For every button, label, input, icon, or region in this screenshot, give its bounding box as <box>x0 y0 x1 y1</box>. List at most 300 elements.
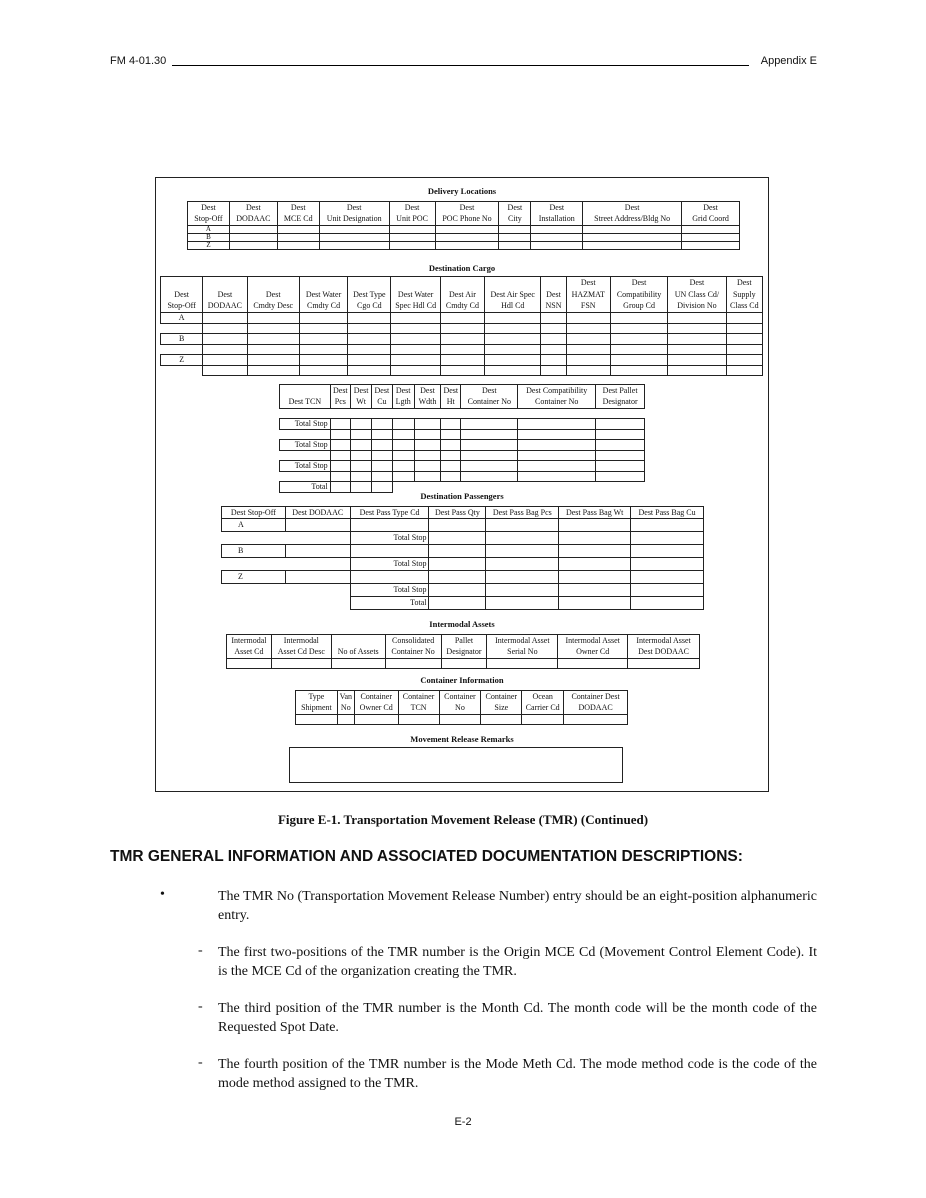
column-header: Container No <box>461 397 518 409</box>
table-cell <box>391 324 440 334</box>
column-header: Supply <box>726 289 762 301</box>
table-cell <box>391 313 440 324</box>
table-cell <box>668 355 726 366</box>
table-cell <box>461 451 518 461</box>
header-row <box>161 289 763 301</box>
header-row <box>161 301 763 313</box>
table-cell <box>372 461 392 472</box>
table-cell <box>296 715 338 725</box>
destination-cargo-title: Destination Cargo <box>428 263 496 273</box>
table-cell <box>559 545 631 558</box>
table-cell <box>299 334 347 345</box>
table-cell <box>461 419 518 430</box>
column-header: Dest <box>441 385 461 397</box>
table-cell <box>277 234 319 242</box>
table-cell <box>372 409 392 419</box>
table-cell <box>285 571 350 584</box>
table-cell <box>610 366 667 376</box>
column-header: NSN <box>541 301 566 313</box>
table-cell <box>247 345 299 355</box>
header-manual-id: FM 4-01.30 <box>110 55 170 67</box>
table-cell <box>441 440 461 451</box>
table-cell <box>391 345 440 355</box>
column-header: Class Cd <box>726 301 762 313</box>
table-cell <box>541 355 566 366</box>
column-header: No of Assets <box>331 647 385 659</box>
dash-paragraph: The third position of the TMR number is the Month Cd. The month code will be the month code of the Requested Spot Date. <box>218 1001 817 1035</box>
data-row <box>188 242 740 250</box>
column-header <box>280 385 331 397</box>
table-cell <box>441 409 461 419</box>
column-header: Dest Stop-Off <box>222 507 286 519</box>
table-cell <box>559 519 631 532</box>
column-header: Dest <box>188 202 230 214</box>
header-row <box>188 202 740 214</box>
column-header: Ht <box>441 397 461 409</box>
container-information-table <box>295 690 628 725</box>
table-cell <box>348 324 391 334</box>
table-cell <box>440 345 484 355</box>
table-cell <box>203 334 247 345</box>
table-cell <box>486 571 559 584</box>
column-header <box>440 277 484 289</box>
table-cell <box>726 355 762 366</box>
section-heading: TMR GENERAL INFORMATION AND ASSOCIATED DOCUMENTATION DESCRIPTIONS: <box>110 848 743 865</box>
table-cell <box>518 409 596 419</box>
bullet-marker: • <box>160 887 165 902</box>
table-cell <box>350 419 371 430</box>
table-cell <box>229 226 277 234</box>
column-header: Asset Cd <box>227 647 272 659</box>
table-cell <box>350 409 371 419</box>
total-row <box>222 597 704 610</box>
column-header: Dest <box>461 385 518 397</box>
column-header: Container <box>398 691 439 703</box>
column-header: Dest <box>330 385 350 397</box>
page-number: E-2 <box>454 1116 472 1128</box>
table-cell <box>271 659 331 669</box>
data-row <box>222 545 704 558</box>
table-cell <box>481 715 522 725</box>
total-stop-row <box>280 440 645 451</box>
column-header: Container <box>439 691 481 703</box>
column-header: Spec Hdl Cd <box>391 301 440 313</box>
table-cell <box>330 461 350 472</box>
column-header: UN Class Cd/ <box>668 289 726 301</box>
table-cell <box>461 461 518 472</box>
table-cell <box>566 313 610 324</box>
table-cell <box>559 584 631 597</box>
figure-caption: Figure E-1. Transportation Movement Release (TMR) (Continued) <box>277 812 649 827</box>
column-header: Dest Water <box>299 289 347 301</box>
spacer-row <box>161 345 763 355</box>
table-cell <box>486 519 559 532</box>
table-cell <box>610 324 667 334</box>
column-header <box>391 277 440 289</box>
column-header: Lgth <box>392 397 414 409</box>
dash-marker: - <box>198 1055 203 1070</box>
column-header <box>161 277 203 289</box>
table-cell <box>391 366 440 376</box>
data-row <box>161 355 763 366</box>
table-cell <box>518 472 596 482</box>
table-cell <box>559 532 631 545</box>
column-header: Asset Cd Desc <box>271 647 331 659</box>
table-cell <box>222 532 286 545</box>
header-row <box>188 214 740 226</box>
destination-passengers-table <box>221 506 704 610</box>
header-appendix: Appendix E <box>757 55 817 67</box>
table-cell <box>222 584 286 597</box>
destination-cargo-table <box>160 276 763 376</box>
column-header: Container <box>354 691 398 703</box>
table-cell <box>461 409 518 419</box>
table-cell <box>596 472 645 482</box>
table-cell <box>429 558 486 571</box>
column-header: Serial No <box>487 647 558 659</box>
table-cell <box>583 226 682 234</box>
table-cell <box>441 419 461 430</box>
table-cell <box>372 440 392 451</box>
column-header <box>331 635 385 647</box>
column-header: Grid Coord <box>682 214 740 226</box>
table-cell <box>372 419 392 430</box>
total-stop-row <box>222 558 704 571</box>
destination-tcn-table <box>279 384 645 493</box>
table-cell <box>441 430 461 440</box>
column-header: Dest <box>350 385 371 397</box>
table-cell <box>566 334 610 345</box>
table-cell <box>222 597 286 610</box>
table-cell <box>285 558 350 571</box>
column-header: Intermodal Asset <box>628 635 700 647</box>
table-cell <box>486 545 559 558</box>
table-cell <box>726 324 762 334</box>
header-row <box>280 385 645 397</box>
header-row <box>222 507 704 519</box>
column-header: Owner Cd <box>354 703 398 715</box>
column-header: Dest <box>229 202 277 214</box>
table-cell <box>726 345 762 355</box>
table-cell <box>596 451 645 461</box>
table-cell <box>348 355 391 366</box>
table-cell <box>414 409 440 419</box>
column-header: Van <box>337 691 354 703</box>
table-cell <box>330 472 350 482</box>
table-cell <box>429 571 486 584</box>
column-header: Intermodal <box>271 635 331 647</box>
bullet-paragraph: The TMR No (Transportation Movement Release Number) entry should be an eight-position alphanumeric entry. <box>218 889 817 923</box>
total-stop-row <box>280 461 645 472</box>
table-cell <box>518 440 596 451</box>
data-row <box>280 451 645 461</box>
column-header: Dest <box>668 277 726 289</box>
table-cell <box>277 242 319 250</box>
table-cell <box>319 242 389 250</box>
table-cell <box>486 532 559 545</box>
table-cell <box>485 324 541 334</box>
column-header: Pcs <box>330 397 350 409</box>
column-header: Dest <box>392 385 414 397</box>
table-cell <box>668 345 726 355</box>
column-header: Dest Pass Bag Cu <box>631 507 704 519</box>
table-cell <box>631 584 704 597</box>
column-header: Dest Air Spec <box>485 289 541 301</box>
table-cell <box>392 451 414 461</box>
column-header: Dest Pass Bag Wt <box>559 507 631 519</box>
table-cell <box>285 584 350 597</box>
table-cell <box>531 234 583 242</box>
column-header: Dest <box>161 289 203 301</box>
table-cell <box>499 234 531 242</box>
column-header: Cmdty Cd <box>299 301 347 313</box>
column-header: Shipment <box>296 703 338 715</box>
total-stop-row <box>222 532 704 545</box>
table-cell <box>161 366 203 376</box>
dash-marker: - <box>198 943 203 958</box>
table-cell <box>631 571 704 584</box>
table-cell <box>628 659 700 669</box>
total-label: Total <box>280 482 331 493</box>
total-stop-row <box>280 419 645 430</box>
column-header: Dest Water <box>391 289 440 301</box>
table-cell <box>350 451 371 461</box>
column-header: Ocean <box>522 691 564 703</box>
spacer-row <box>161 366 763 376</box>
table-cell <box>486 597 559 610</box>
table-cell <box>299 355 347 366</box>
table-cell <box>227 659 272 669</box>
column-header: Dest <box>414 385 440 397</box>
total-stop-label: Total Stop <box>350 532 429 545</box>
table-cell <box>247 355 299 366</box>
column-header: Group Cd <box>610 301 667 313</box>
data-row <box>296 715 628 725</box>
spacer-row <box>161 324 763 334</box>
table-cell <box>486 558 559 571</box>
table-cell <box>392 461 414 472</box>
table-cell <box>631 597 704 610</box>
table-cell <box>558 659 628 669</box>
column-header: HAZMAT <box>566 289 610 301</box>
table-cell <box>441 451 461 461</box>
table-cell <box>229 234 277 242</box>
table-cell <box>350 545 429 558</box>
column-header: Dest Pass Type Cd <box>350 507 429 519</box>
column-header: Intermodal Asset <box>558 635 628 647</box>
table-cell <box>392 430 414 440</box>
total-stop-label: Total Stop <box>280 419 331 430</box>
table-cell <box>414 461 440 472</box>
table-cell <box>331 659 385 669</box>
column-header: Dest <box>531 202 583 214</box>
column-header: Compatibility <box>610 289 667 301</box>
table-cell <box>389 242 435 250</box>
table-cell <box>348 366 391 376</box>
table-cell <box>247 334 299 345</box>
table-cell <box>485 366 541 376</box>
table-cell <box>277 226 319 234</box>
row-label: A <box>188 226 230 234</box>
table-cell <box>518 451 596 461</box>
table-cell <box>414 430 440 440</box>
column-header: Dest Compatibility <box>518 385 596 397</box>
table-cell <box>354 715 398 725</box>
column-header: Dest Pallet <box>596 385 645 397</box>
total-stop-label: Total Stop <box>350 584 429 597</box>
table-cell <box>247 366 299 376</box>
table-cell <box>299 324 347 334</box>
column-header: Dest <box>610 277 667 289</box>
dash-paragraph: The fourth position of the TMR number is the Mode Meth Cd. The mode method code is the code of the mode method assigned to the TMR. <box>218 1057 817 1091</box>
table-cell <box>414 451 440 461</box>
column-header: Dest <box>435 202 499 214</box>
data-row <box>222 519 704 532</box>
column-header: Wt <box>350 397 371 409</box>
running-header <box>110 55 817 69</box>
column-header: Cgo Cd <box>348 301 391 313</box>
column-header: Dest TCN <box>280 397 331 409</box>
column-header: Dest <box>566 277 610 289</box>
column-header: Wdth <box>414 397 440 409</box>
table-cell <box>682 242 740 250</box>
column-header <box>485 277 541 289</box>
table-cell <box>280 451 331 461</box>
table-cell <box>522 715 564 725</box>
column-header: Intermodal Asset <box>487 635 558 647</box>
table-cell <box>541 324 566 334</box>
column-header: Dest DODAAC <box>285 507 350 519</box>
table-cell <box>285 532 350 545</box>
table-cell <box>203 345 247 355</box>
table-cell <box>299 345 347 355</box>
column-header <box>203 277 247 289</box>
table-cell <box>429 519 486 532</box>
total-stop-label: Total Stop <box>280 440 331 451</box>
column-header: Unit Designation <box>319 214 389 226</box>
header-row <box>227 635 700 647</box>
table-cell <box>337 715 354 725</box>
column-header: Designator <box>441 647 487 659</box>
table-cell <box>392 409 414 419</box>
table-cell <box>229 242 277 250</box>
table-cell <box>461 440 518 451</box>
table-cell <box>429 545 486 558</box>
row-label: A <box>222 519 286 532</box>
intermodal-assets-table <box>226 634 700 669</box>
data-row <box>280 430 645 440</box>
header-row <box>161 277 763 289</box>
table-cell <box>541 334 566 345</box>
table-cell <box>596 440 645 451</box>
table-cell <box>285 597 350 610</box>
table-cell <box>389 234 435 242</box>
table-cell <box>247 313 299 324</box>
row-label: B <box>161 334 203 345</box>
column-header: FSN <box>566 301 610 313</box>
table-cell <box>440 313 484 324</box>
table-cell <box>161 324 203 334</box>
table-cell <box>280 430 331 440</box>
data-row <box>222 571 704 584</box>
table-cell <box>319 226 389 234</box>
table-cell <box>203 324 247 334</box>
table-cell <box>596 461 645 472</box>
table-cell <box>429 584 486 597</box>
table-cell <box>247 324 299 334</box>
table-cell <box>518 419 596 430</box>
column-header: DODAAC <box>203 301 247 313</box>
column-header: Dest <box>583 202 682 214</box>
table-cell <box>499 242 531 250</box>
data-row <box>227 659 700 669</box>
table-cell <box>389 226 435 234</box>
table-cell <box>385 659 441 669</box>
data-row <box>188 226 740 234</box>
delivery-locations-table <box>187 201 740 250</box>
table-cell <box>222 558 286 571</box>
table-cell <box>435 242 499 250</box>
table-cell <box>440 324 484 334</box>
table-cell <box>485 334 541 345</box>
table-cell <box>392 472 414 482</box>
table-cell <box>440 334 484 345</box>
column-header: Dest <box>541 289 566 301</box>
table-cell <box>319 234 389 242</box>
column-header: Hdl Cd <box>485 301 541 313</box>
table-cell <box>596 409 645 419</box>
container-information-title: Container Information <box>420 675 504 685</box>
destination-passengers-title: Destination Passengers <box>420 491 504 501</box>
table-cell <box>668 334 726 345</box>
table-cell <box>441 461 461 472</box>
table-cell <box>486 584 559 597</box>
row-label: Z <box>188 242 230 250</box>
table-cell <box>299 313 347 324</box>
delivery-locations-title: Delivery Locations <box>427 186 497 196</box>
table-cell <box>280 472 331 482</box>
table-cell <box>566 355 610 366</box>
column-header: Dest <box>499 202 531 214</box>
column-header: Size <box>481 703 522 715</box>
table-cell <box>414 440 440 451</box>
column-header: Dest Pass Qty <box>429 507 486 519</box>
table-cell <box>610 345 667 355</box>
table-cell <box>564 715 628 725</box>
table-cell <box>350 472 371 482</box>
column-header: DODAAC <box>564 703 628 715</box>
table-cell <box>559 571 631 584</box>
column-header: Dest <box>726 277 762 289</box>
column-header: Installation <box>531 214 583 226</box>
table-cell <box>330 440 350 451</box>
table-cell <box>330 430 350 440</box>
table-cell <box>203 313 247 324</box>
table-cell <box>429 532 486 545</box>
data-row <box>161 313 763 324</box>
column-header: POC Phone No <box>435 214 499 226</box>
column-header <box>299 277 347 289</box>
table-cell <box>391 334 440 345</box>
table-cell <box>668 324 726 334</box>
spacer-row <box>280 409 645 419</box>
table-cell <box>435 234 499 242</box>
table-cell <box>350 571 429 584</box>
total-stop-label: Total Stop <box>280 461 331 472</box>
column-header: No <box>337 703 354 715</box>
column-header: Type <box>296 691 338 703</box>
total-stop-row <box>222 584 704 597</box>
